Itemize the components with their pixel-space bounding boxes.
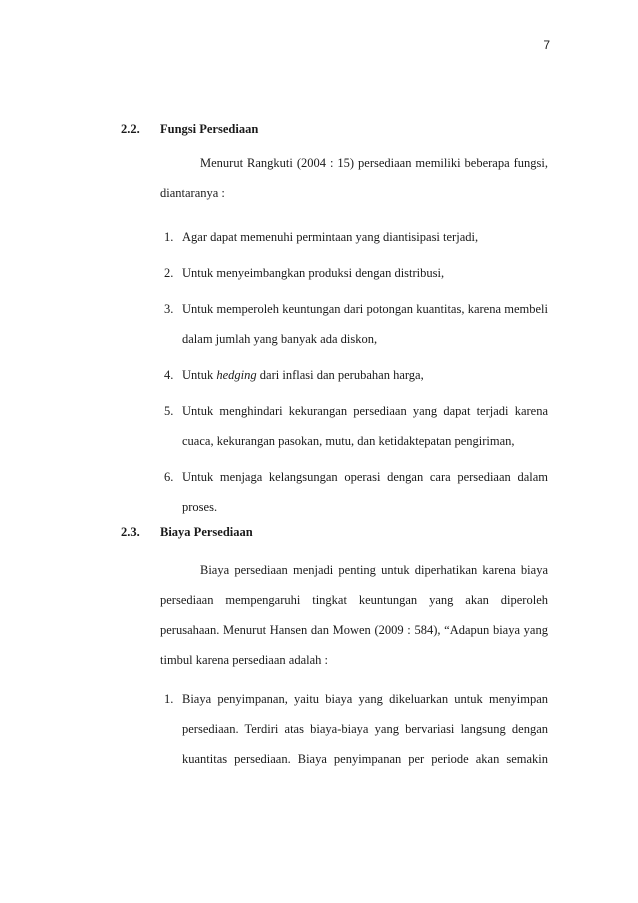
section-number: 2.2. <box>121 122 140 136</box>
list-item: 1. Biaya penyimpanan, yaitu biaya yang dikeluarkan untuk menyimpan persediaan. Terdiri atas biaya-biaya yang bervariasi langsung dengan kuantitas persediaan. Biaya penyimpanan per periode akan semakin <box>164 692 548 766</box>
list-item: 5. Untuk menghindari kekurangan persediaan yang dapat terjadi karena cuaca, kekurangan pasokan, mutu, dan ketidaktepatan pengiriman, <box>164 404 548 448</box>
page-number: 7 <box>543 38 550 52</box>
list-item: 6. Untuk menjaga kelangsungan operasi dengan cara persediaan dalam proses. <box>164 470 548 514</box>
section-2-2-intro <box>160 148 548 208</box>
section-heading-2-3 <box>121 525 253 540</box>
section-number: 2.3. <box>121 525 140 539</box>
list-item: 1. Agar dapat memenuhi permintaan yang diantisipasi terjadi, <box>164 230 479 244</box>
list-item: 3. Untuk memperoleh keuntungan dari potongan kuantitas, karena membeli dalam jumlah yang banyak ada diskon, <box>164 302 548 346</box>
section-title: Fungsi Persediaan <box>160 122 259 136</box>
section-heading-2-2 <box>121 122 258 137</box>
list-item: 4. Untuk hedging dari inflasi dan perubahan harga, <box>164 368 424 382</box>
intro-text: Biaya persediaan menjadi penting untuk diperhatikan karena biaya persediaan mempengaruhi tingkat keuntungan yang akan diperoleh perusahaan. Menurut Hansen dan Mowen (2009 : 584), “Adapun biaya yang timbul karena persediaan adalah : <box>160 563 548 667</box>
intro-text: Menurut Rangkuti (2004 : 15) persediaan memiliki beberapa fungsi, diantaranya : <box>160 156 548 200</box>
fungsi-list <box>164 222 548 522</box>
biaya-list <box>164 684 548 774</box>
section-title: Biaya Persediaan <box>160 525 253 539</box>
emphasis-hedging: hedging <box>216 368 257 382</box>
list-item: 2. Untuk menyeimbangkan produksi dengan distribusi, <box>164 266 445 280</box>
section-2-3-intro <box>160 555 548 675</box>
